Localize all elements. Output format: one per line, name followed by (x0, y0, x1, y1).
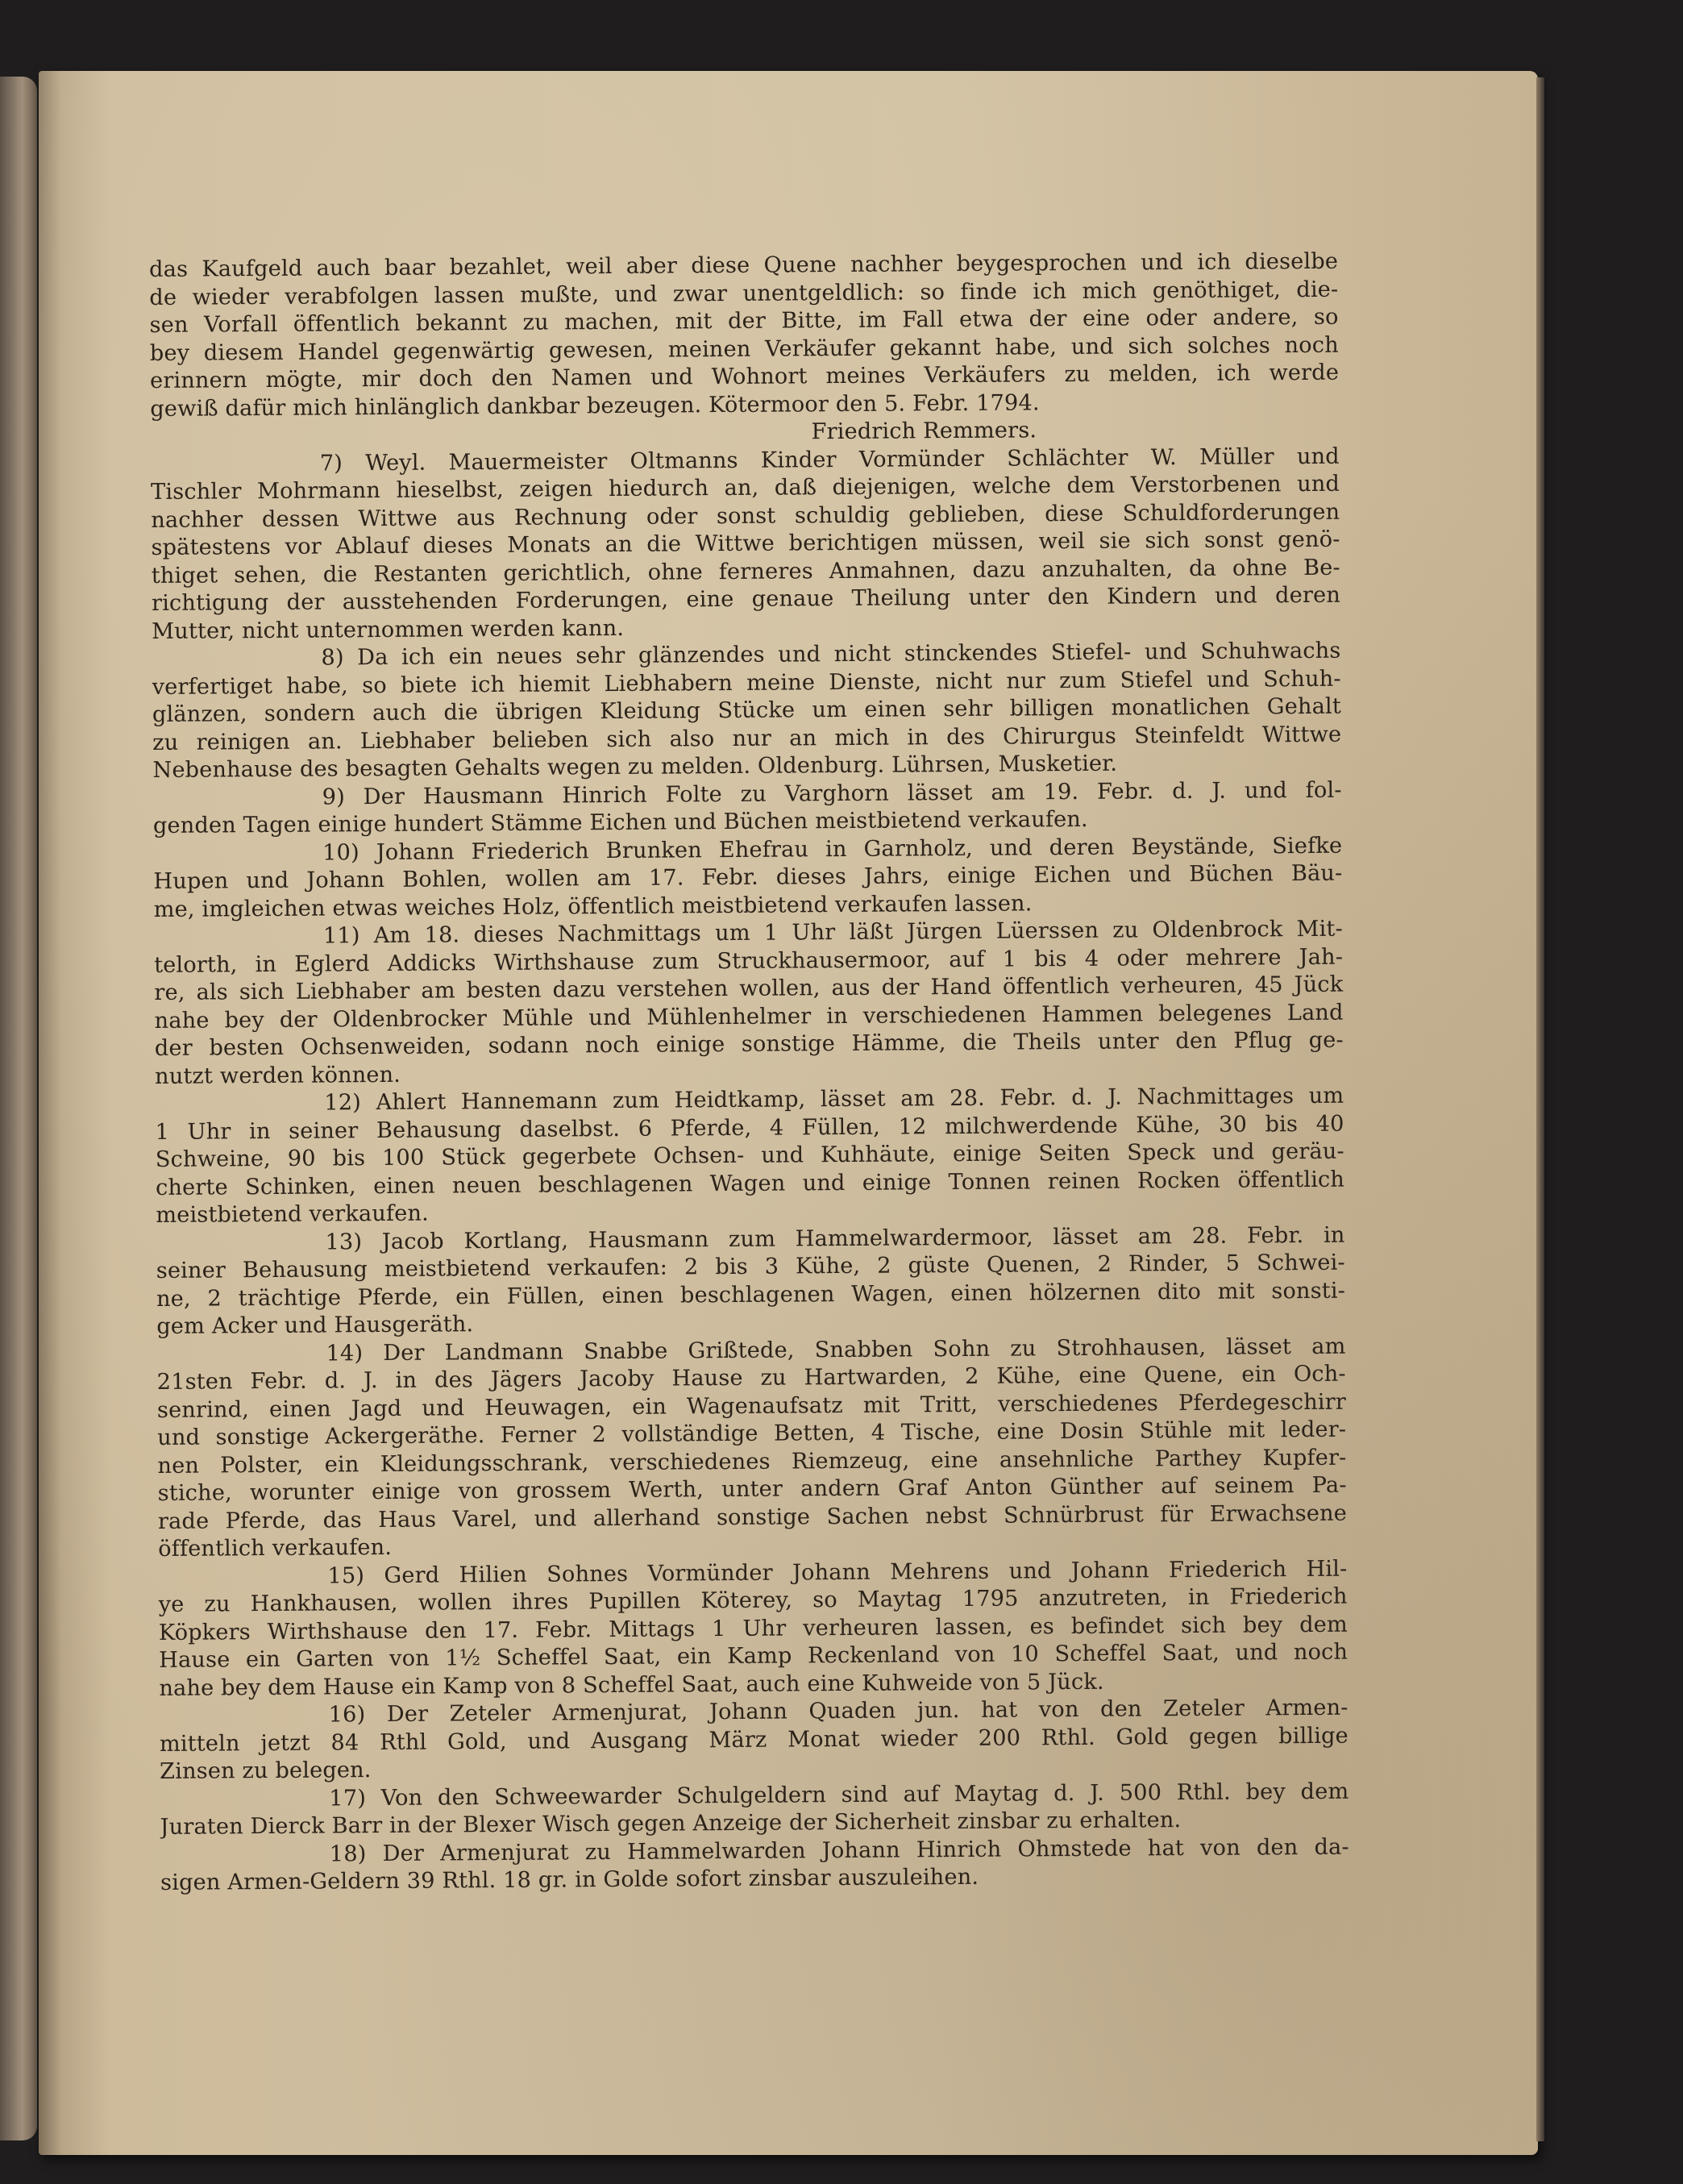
paragraph-18-start: 18) Der Armenjurat zu Hammelwarden Johann Hinrich Ohmstede hat von den da- (329, 1834, 1349, 1866)
page-right-edge (1536, 77, 1544, 2141)
text-line: gewiß dafür mich hinlänglich dankbar bezeugen. Kötermoor den 5. Febr. 1794. (150, 389, 1040, 422)
text-line: nachher dessen Wittwe aus Rechnung oder sonst schuldig geblieben, diese Schuldforderungen (151, 499, 1340, 533)
text-line: rade Pferde, das Haus Varel, und allerhand sonstige Sachen nebst Schnürbrust für Erwachsene (157, 1500, 1348, 1534)
text-line: stiche, worunter einige von grossem Werth, unter andern Graf Anton Günther auf seinem Pa- (157, 1472, 1347, 1506)
paragraph-14-start: 14) Der Landmann Snabbe Grißtede, Snabben Sohn zu Strohhausen, lässet am (326, 1333, 1346, 1367)
left-page-edge (0, 77, 37, 2140)
text-line: 1 Uhr in seiner Behausung daselbst. 6 Pferde, 4 Füllen, 12 milchwerdende Kühe, 30 bis 40 (155, 1111, 1344, 1145)
text-line: seiner Behausung meistbietend verkaufen: 2 bis 3 Kühe, 2 güste Quenen, 2 Rinder, 5 Schwei- (156, 1250, 1345, 1283)
text-line: nahe bey dem Hause ein Kamp von 8 Scheffel Saat, auch eine Kuhweide von 5 Jück. (159, 1669, 1104, 1701)
text-line: Hupen und Johann Bohlen, wollen am 17. Febr. dieses Jahrs, einige Eichen und Büchen Bäu- (153, 860, 1343, 894)
text-line: Tischler Mohrmann hieselbst, zeigen hiedurch an, daß diejenigen, welche dem Verstorbenen und (150, 471, 1340, 505)
text-line: Mutter, nicht unternommen werden kann. (152, 615, 625, 644)
text-line: me, imgleichen etwas weiches Holz, öffentlich meistbietend verkaufen lassen. (153, 890, 1033, 922)
text-line: das Kaufgeld auch baar bezahlet, weil aber diese Quene nachher beygesprochen und ich dieselbe (149, 248, 1339, 282)
text-line: meistbietend verkaufen. (156, 1200, 430, 1228)
paragraph-16-start: 16) Der Zeteler Armenjurat, Johann Quaden jun. hat von den Zeteler Armen- (328, 1695, 1348, 1728)
paragraph-12-start: 12) Ahlert Hannemann zum Heidtkamp, lässet am 28. Febr. d. J. Nachmittages um (324, 1083, 1344, 1116)
text-line: Hause ein Garten von 1½ Scheffel Saat, ein Kamp Reckenland von 10 Scheffel Saat, und noch (159, 1639, 1348, 1673)
text-line: der besten Ochsenweiden, sodann noch einige sonstige Hämme, die Theils unter den Pflug ge- (154, 1027, 1344, 1061)
paragraph-9-start: 9) Der Hausmann Hinrich Folte zu Varghorn lässet am 19. Febr. d. J. und fol- (322, 777, 1342, 810)
text-line: nen Polster, ein Kleidungsschrank, verschiedenes Riemzeug, eine ansehnliche Parthey Kupfer- (157, 1445, 1347, 1479)
text-line: senrind, einen Jagd und Heuwagen, ein Wagenaufsatz mit Tritt, verschiedenes Pferdegeschirr (156, 1389, 1347, 1423)
paragraph-11-start: 11) Am 18. dieses Nachmittags um 1 Uhr läßt Jürgen Lüerssen zu Oldenbrock Mit- (322, 916, 1343, 949)
text-line: mitteln jetzt 84 Rthl Gold, und Ausgang März Monat wieder 200 Rthl. Gold gegen billige (159, 1723, 1348, 1757)
text-line: telorth, in Eglerd Addicks Wirthshause zum Struckhausermoor, auf 1 bis 4 oder mehrere Jah- (154, 944, 1344, 978)
text-line: und sonstige Ackergeräthe. Ferner 2 vollständige Betten, 4 Tische, eine Dosin Stühle mit leder- (157, 1416, 1347, 1450)
paragraph-17-start: 17) Von den Schweewarder Schulgeldern sind auf Maytag d. J. 500 Rthl. bey dem (329, 1778, 1349, 1811)
text-line: ye zu Hankhausen, wollen ihres Pupillen Köterey, so Maytag 1795 anzutreten, in Friederich (158, 1583, 1348, 1617)
text-line: Nebenhause des besagten Gehalts wegen zu melden. Oldenburg. Lührsen, Musketier. (152, 751, 1118, 783)
paragraph-15-start: 15) Gerd Hilien Sohnes Vormünder Johann Mehrens und Johann Friederich Hil- (327, 1556, 1348, 1588)
text-line: bey diesem Handel gegenwärtig gewesen, meinen Verkäufer gekannt habe, und sich solches noch (149, 332, 1339, 366)
text-line: zu reinigen an. Liebhaber belieben sich also nur an mich in des Chirurgus Steinfeldt Wittwe (152, 722, 1342, 755)
text-line: cherte Schinken, einen neuen beschlagenen Wagen und einige Tonnen reinen Rocken öffentlich (155, 1167, 1345, 1200)
text-line: Zinsen zu belegen. (160, 1758, 372, 1784)
paragraph-7-start: 7) Weyl. Mauermeister Oltmanns Kinder Vormünder Schlächter W. Müller und (319, 443, 1340, 476)
text-line: re, als sich Liebhaber am besten dazu verstehen wollen, aus der Hand öffentlich verheuren, 45 Jück (154, 971, 1344, 1005)
text-line: Köpkers Wirthshause den 17. Febr. Mittags 1 Uhr verheuren lassen, es befindet sich bey dem (158, 1612, 1348, 1645)
text-line: nahe bey der Oldenbrocker Mühle und Mühlenhelmer in verschiedenen Hammen belegenes Land (154, 1000, 1344, 1034)
paragraph-10-start: 10) Johann Friederich Brunken Ehefrau in Garnholz, und deren Beystände, Siefke (322, 833, 1343, 866)
text-line: de wieder verabfolgen lassen mußte, und zwar unentgeldlich: so finde ich mich genöthiget, die- (149, 277, 1339, 310)
text-line: ne, 2 trächtige Pferde, ein Füllen, einen beschlagenen Wagen, einen hölzernen dito mit sonsti- (156, 1278, 1346, 1312)
text-line: erinnern mögte, mir doch den Namen und Wohnort meines Verkäufers zu melden, ich werde (149, 360, 1340, 393)
text-line: richtigung der ausstehenden Forderungen, eine genaue Theilung unter den Kindern und deren (151, 582, 1341, 616)
text-line: spätestens vor Ablauf dieses Monats an die Wittwe berichtigen müssen, weil sie sich sonst genö- (151, 526, 1340, 560)
text-line: glänzen, sondern auch die übrigen Kleidung Stücke um einen sehr billigen monatlichen Gehalt (152, 693, 1342, 727)
text-line: nutzt werden können. (154, 1062, 401, 1089)
signature-line: Friedrich Remmers. (811, 418, 1037, 445)
text-line: Juraten Dierck Barr in der Blexer Wisch gegen Anzeige der Sicherheit zinsbar zu erhalten. (160, 1808, 1182, 1840)
text-line: 21sten Febr. d. J. in des Jägers Jacoby Hause zu Hartwarden, 2 Kühe, eine Quene, ein Och- (156, 1361, 1346, 1395)
text-line: sigen Armen-Geldern 39 Rthl. 18 gr. in Golde sofort zinsbar auszuleihen. (160, 1864, 979, 1895)
text-line: sen Vorfall öffentlich bekannt zu machen, mit der Bitte, im Fall etwa der eine oder andere, so (149, 304, 1339, 338)
text-line: öffentlich verkaufen. (158, 1534, 393, 1562)
document-text (149, 248, 1349, 1898)
text-line: gem Acker und Hausgeräth. (156, 1312, 474, 1339)
text-line: Schweine, 90 bis 100 Stück gegerbete Ochsen- und Kuhhäute, einige Seiten Speck und geräu- (155, 1138, 1344, 1172)
text-line: genden Tagen einige hundert Stämme Eichen und Büchen meistbietend verkaufen. (152, 806, 1088, 838)
text-line: thiget sehen, die Restanten gerichtlich, ohne ferneres Anmahnen, dazu anzuhalten, da ohne Be- (151, 555, 1340, 589)
text-line: verfertiget habe, so biete ich hiemit Liebhabern meine Dienste, nicht nur zum Stiefel und Schuh- (152, 666, 1341, 700)
paragraph-8-start: 8) Da ich ein neues sehr glänzendes und nicht stinckendes Stiefel- und Schuhwachs (321, 638, 1341, 671)
paragraph-13-start: 13) Jacob Kortlang, Hausmann zum Hammelwardermoor, lässet am 28. Febr. in (325, 1222, 1345, 1255)
